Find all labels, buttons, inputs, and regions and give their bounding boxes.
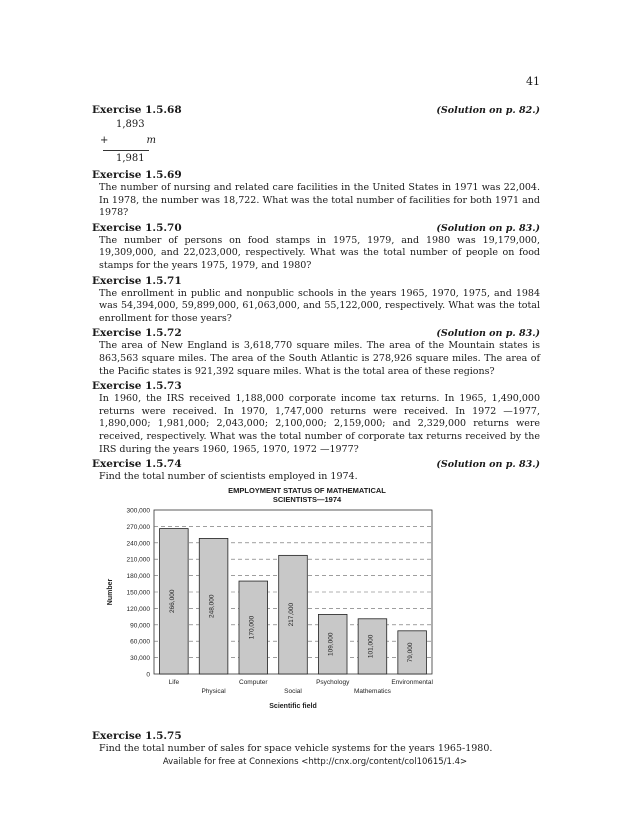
x-tick-label: Psychology: [316, 678, 350, 686]
exercise-title: Exercise 1.5.69: [92, 169, 182, 181]
bar-chart-svg: [102, 504, 542, 722]
page-content: [92, 104, 540, 757]
y-tick-label: 300,000: [126, 507, 150, 515]
exercise-title: Exercise 1.5.73: [92, 380, 182, 393]
solution-link[interactable]: (Solution on p. 83.): [436, 328, 540, 340]
x-tick-label: Physical: [201, 687, 226, 695]
bar-value-label: 101,000: [367, 634, 375, 658]
y-tick-label: 240,000: [126, 539, 150, 547]
exercise-title: Exercise 1.5.75: [92, 729, 182, 742]
employment-chart: [102, 486, 540, 726]
y-tick-label: 60,000: [130, 638, 150, 646]
x-tick-label: Mathematics: [353, 687, 391, 695]
exercise-title: Exercise 1.5.68: [92, 104, 182, 116]
exercise-text: The number of persons on food stamps in 1975, 1979, and 1980 was 19,179,000, 19,309,000, and 22,023,000, respectively. What was the total number of people on food stamps for the years 1975, 1979, and 1980?: [99, 234, 540, 271]
exercise-text: The area of New England is 3,618,770 square miles. The area of the Mountain states is 863,563 square miles. The area of the South Atlantic is 278,926 square miles. The area of the Pacific states is 921,392 square miles. What is the total area of these regions?: [99, 340, 540, 377]
bar-value-label: 266,000: [168, 589, 176, 613]
bar-value-label: 79,000: [407, 642, 415, 663]
chart-title: [142, 486, 472, 504]
y-tick-label: 0: [146, 671, 150, 679]
exercise-title: Exercise 1.5.74: [92, 458, 182, 471]
exercise-1-5-72: [92, 327, 540, 378]
chart-title-line-1: EMPLOYMENT STATUS OF MATHEMATICAL: [228, 485, 386, 495]
bar-value-label: 217,000: [288, 602, 295, 627]
bar-value-label: 109,000: [327, 632, 335, 656]
x-tick-label: Computer: [239, 678, 268, 686]
addition-problem: [100, 117, 160, 167]
exercise-1-5-71: [92, 275, 540, 326]
exercise-1-5-75: [92, 730, 540, 756]
chart-title-line-2: SCIENTISTS—1974: [272, 494, 342, 504]
bar-value-label: 170,000: [248, 615, 256, 639]
y-tick-label: 90,000: [130, 621, 150, 629]
solution-link[interactable]: (Solution on p. 82.): [436, 105, 540, 116]
exercise-title: Exercise 1.5.72: [92, 327, 182, 340]
y-tick-label: 180,000: [126, 572, 150, 580]
y-tick-label: 30,000: [130, 654, 150, 662]
y-axis-label: Number: [107, 578, 114, 605]
page-footer: Available for free at Connexions <http://cnx.org/content/col10615/1.4>: [162, 757, 468, 767]
solution-link[interactable]: (Solution on p. 83.): [436, 222, 540, 234]
exercise-title: Exercise 1.5.71: [92, 274, 182, 287]
y-tick-label: 210,000: [126, 556, 150, 564]
exercise-text: Find the total number of scientists employed in 1974.: [99, 471, 358, 483]
exercise-1-5-73: [92, 380, 540, 456]
addend-2: m: [146, 135, 156, 146]
plus-sign: +: [100, 135, 109, 146]
page-number: 41: [526, 75, 540, 88]
sum-result: 1,981: [116, 153, 145, 164]
x-tick-label: Social: [284, 687, 302, 695]
x-tick-label: Life: [168, 678, 180, 686]
exercise-1-5-69: [92, 169, 540, 220]
exercise-1-5-70: [92, 222, 540, 273]
exercise-1-5-68: [92, 104, 540, 167]
x-axis-label: Scientific field: [269, 702, 317, 710]
x-tick-label: Environmental: [391, 678, 433, 686]
y-tick-label: 270,000: [126, 523, 150, 531]
exercise-text: The enrollment in public and nonpublic schools in the years 1965, 1970, 1975, and 1984 was 54,394,000, 59,899,000, 61,063,000, and 55,122,000, respectively. What was the total enrollment for those years?: [99, 287, 540, 324]
exercise-title: Exercise 1.5.70: [92, 221, 182, 234]
exercise-text: The number of nursing and related care facilities in the United States in 1971 was 22,004. In 1978, the number was 18,722. What was the total number of facilities for both 1971 and 1978?: [99, 182, 540, 219]
addend-1: 1,893: [116, 119, 145, 130]
y-tick-label: 120,000: [126, 605, 150, 613]
bar-value-label: 248,000: [208, 594, 216, 618]
exercise-text: In 1960, the IRS received 1,188,000 corporate income tax returns. In 1965, 1,490,000 returns were received. In 1970, 1,747,000 returns were received. In 1972 —1977, 1,890,000; 1,981,000; 2,043,000; 2,100,000; 2,159,000; and 2,329,000 returns were received, respectively. What was the total number of corporate tax returns received by the IRS during the years 1960, 1965, 1970, 1972 —1977?: [99, 393, 540, 455]
exercise-1-5-74: [92, 458, 540, 484]
exercise-text: Find the total number of sales for space vehicle systems for the years 1965-1980.: [99, 742, 493, 754]
y-tick-label: 150,000: [126, 589, 150, 597]
solution-link[interactable]: (Solution on p. 83.): [436, 459, 540, 471]
